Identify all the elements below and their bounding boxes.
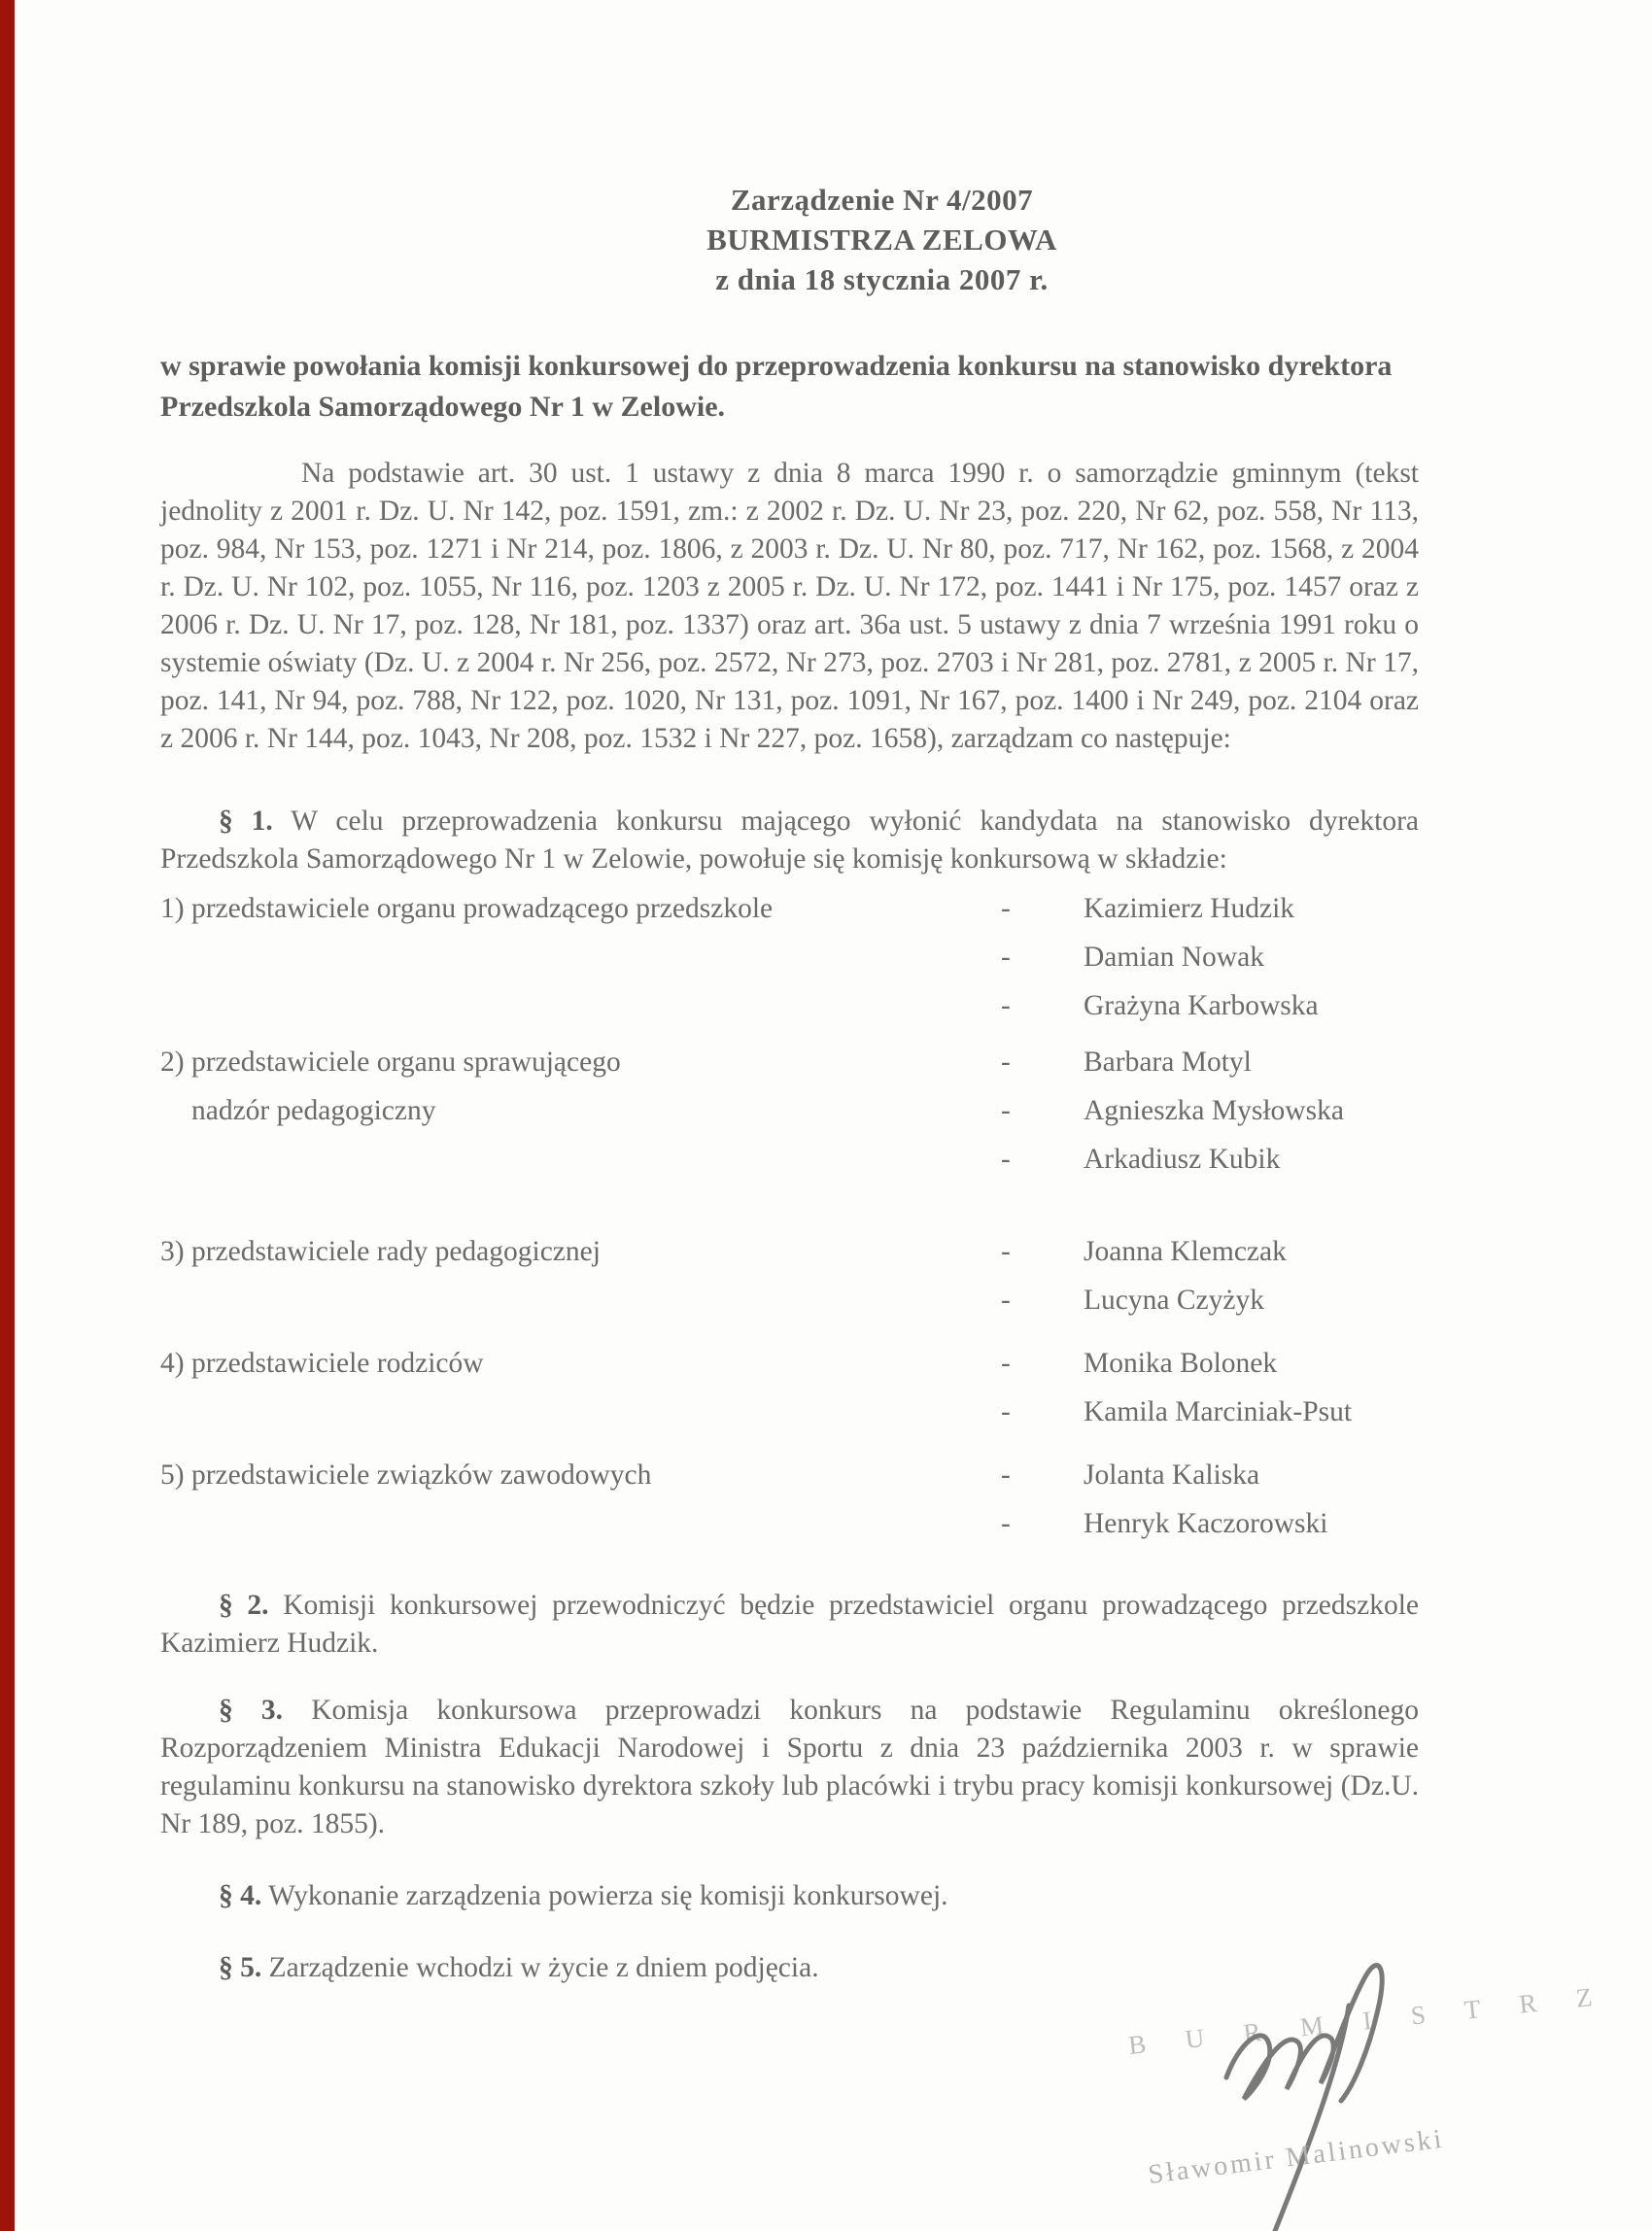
section-1-paragraph bbox=[160, 803, 1419, 878]
committee-group-5 bbox=[160, 1451, 1419, 1548]
group-5-label: 5) przedstawiciele związków zawodowych bbox=[160, 1459, 652, 1491]
member-name: Grażyna Karbowska bbox=[1084, 990, 1319, 1021]
member-name: Kazimierz Hudzik bbox=[1084, 893, 1295, 924]
dash: - bbox=[1001, 942, 1011, 973]
group-5-members bbox=[1001, 1451, 1419, 1548]
member-row bbox=[1001, 1086, 1419, 1135]
scan-binding-strip bbox=[0, 0, 15, 2231]
section-4-paragraph bbox=[160, 1877, 1419, 1915]
dash: - bbox=[1001, 1095, 1011, 1126]
member-name: Damian Nowak bbox=[1084, 942, 1264, 973]
group-1-members bbox=[1001, 884, 1419, 1030]
document-title bbox=[253, 180, 1511, 299]
member-name: Kamila Marciniak-Psut bbox=[1084, 1396, 1353, 1427]
committee-list bbox=[160, 884, 1419, 1548]
group-1-label: 1) przedstawiciele organu prowadzącego przedszkole bbox=[160, 893, 774, 924]
dash: - bbox=[1001, 893, 1011, 924]
handwritten-signature-icon bbox=[1186, 1953, 1477, 2231]
dash: - bbox=[1001, 1236, 1011, 1267]
member-name: Barbara Motyl bbox=[1084, 1047, 1252, 1078]
member-row bbox=[1001, 1388, 1419, 1436]
section-2-text: Komisji konkursowej przewodniczyć będzie przedstawiciel organu prowadzącego przedszkole Kazimierz Hudzik. bbox=[160, 1590, 1419, 1659]
signature-block bbox=[1069, 1953, 1613, 2231]
committee-group-4 bbox=[160, 1339, 1419, 1436]
member-name: Arkadiusz Kubik bbox=[1084, 1144, 1281, 1175]
section-4-text: Wykonanie zarządzenia powierza się komisji konkursowej. bbox=[268, 1880, 948, 1911]
dash: - bbox=[1001, 990, 1011, 1021]
mayor-stamp-title: B U R M I S T R Z bbox=[1126, 1980, 1610, 2061]
dash: - bbox=[1001, 1348, 1011, 1379]
member-name: Jolanta Kaliska bbox=[1084, 1459, 1260, 1491]
section-1-label: § 1. bbox=[219, 806, 273, 837]
member-name: Monika Bolonek bbox=[1084, 1348, 1278, 1379]
group-3-members bbox=[1001, 1227, 1419, 1324]
section-4-label: § 4. bbox=[219, 1880, 262, 1911]
member-row bbox=[1001, 1227, 1419, 1276]
dash: - bbox=[1001, 1459, 1011, 1491]
legal-basis-paragraph: Na podstawie art. 30 ust. 1 ustawy z dnia 8 marca 1990 r. o samorządzie gminnym (tekst jednolity z 2001 r. Dz. U. Nr 142, poz. 1591, zm.: z 2002 r. Dz. U. Nr 23, poz. 220, Nr 62, poz. 558, Nr 113, poz. 984, Nr 153, poz. 1271 i Nr 214, poz. 1806, z 2003 r. Dz. U. Nr 80, poz. 717, Nr 162, poz. 1568, z 2004 r. Dz. U. Nr 102, poz. 1055, Nr 116, poz. 1203 z 2005 r. Dz. U. Nr 172, poz. 1441 i Nr 175, poz. 1457 oraz z 2006 r. Dz. U. Nr 17, poz. 128, Nr 181, poz. 1337) oraz art. 36a ust. 5 ustawy z dnia 7 września 1991 roku o systemie oświaty (Dz. U. z 2004 r. Nr 256, poz. 2572, Nr 273, poz. 2703 i Nr 281, poz. 2781, z 2005 r. Nr 17, poz. 141, Nr 94, poz. 788, Nr 122, poz. 1020, Nr 131, poz. 1091, Nr 167, poz. 1400 i Nr 249, poz. 2104 oraz z 2006 r. Nr 144, poz. 1043, Nr 208, poz. 1532 i Nr 227, poz. 1658), zarządzam co następuje: bbox=[160, 458, 1419, 754]
section-2-label: § 2. bbox=[219, 1590, 269, 1621]
member-row bbox=[1001, 1499, 1419, 1548]
document-body bbox=[160, 180, 1419, 1987]
section-3-label: § 3. bbox=[219, 1695, 284, 1726]
group-4-label: 4) przedstawiciele rodziców bbox=[160, 1348, 484, 1379]
member-row bbox=[1001, 933, 1419, 981]
section-3-text: Komisja konkursowa przeprowadzi konkurs na podstawie Regulaminu określonego Rozporządzeniem Ministra Edukacji Narodowej i Sportu z dnia 23 października 2003 r. w sprawie regulaminu konkursu na stanowisko dyrektora szkoły lub placówki i trybu pracy komisji konkursowej (Dz.U. Nr 189, poz. 1855). bbox=[160, 1695, 1419, 1839]
committee-group-1 bbox=[160, 884, 1419, 1030]
member-name: Agnieszka Mysłowska bbox=[1084, 1095, 1344, 1126]
group-4-members bbox=[1001, 1339, 1419, 1436]
committee-group-3 bbox=[160, 1227, 1419, 1324]
committee-group-2 bbox=[160, 1038, 1419, 1184]
section-2-paragraph bbox=[160, 1587, 1419, 1663]
title-order-number: Zarządzenie Nr 4/2007 bbox=[730, 183, 1034, 217]
dash: - bbox=[1001, 1285, 1011, 1316]
member-name: Lucyna Czyżyk bbox=[1084, 1285, 1264, 1316]
dash: - bbox=[1001, 1047, 1011, 1078]
member-row bbox=[1001, 1339, 1419, 1388]
section-3-paragraph bbox=[160, 1692, 1419, 1843]
member-row bbox=[1001, 1451, 1419, 1499]
title-issuer: BURMISTRZA ZELOWA bbox=[706, 223, 1057, 257]
member-row bbox=[1001, 884, 1419, 933]
section-1-text: W celu przeprowadzenia konkursu mającego wyłonić kandydata na stanowisko dyrektora Przedszkola Samorządowego Nr 1 w Zelowie, powołuje się komisję konkursową w składzie: bbox=[160, 806, 1420, 875]
section-5-label: § 5. bbox=[219, 1952, 262, 1983]
group-2-members bbox=[1001, 1038, 1419, 1184]
member-name: Henryk Kaczorowski bbox=[1084, 1508, 1328, 1539]
dash: - bbox=[1001, 1144, 1011, 1175]
member-name: Joanna Klemczak bbox=[1084, 1236, 1287, 1267]
group-2-label: 2) przedstawiciele organu sprawującego nadzór pedagogiczny bbox=[160, 1047, 621, 1126]
mayor-stamp-name: Sławomir Malinowski bbox=[1146, 2123, 1446, 2190]
section-5-text: Zarządzenie wchodzi w życie z dniem podjęcia. bbox=[268, 1952, 819, 1983]
title-date: z dnia 18 stycznia 2007 r. bbox=[715, 262, 1049, 296]
group-3-label: 3) przedstawiciele rady pedagogicznej bbox=[160, 1236, 601, 1267]
member-row bbox=[1001, 1276, 1419, 1324]
member-row bbox=[1001, 1135, 1419, 1184]
member-row bbox=[1001, 1038, 1419, 1086]
subject-line: w sprawie powołania komisji konkursowej do przeprowadzenia konkursu na stanowisko dyrektora Przedszkola Samorządowego Nr 1 w Zelowie. bbox=[160, 350, 1393, 423]
member-row bbox=[1001, 981, 1419, 1030]
dash: - bbox=[1001, 1396, 1011, 1427]
dash: - bbox=[1001, 1508, 1011, 1539]
